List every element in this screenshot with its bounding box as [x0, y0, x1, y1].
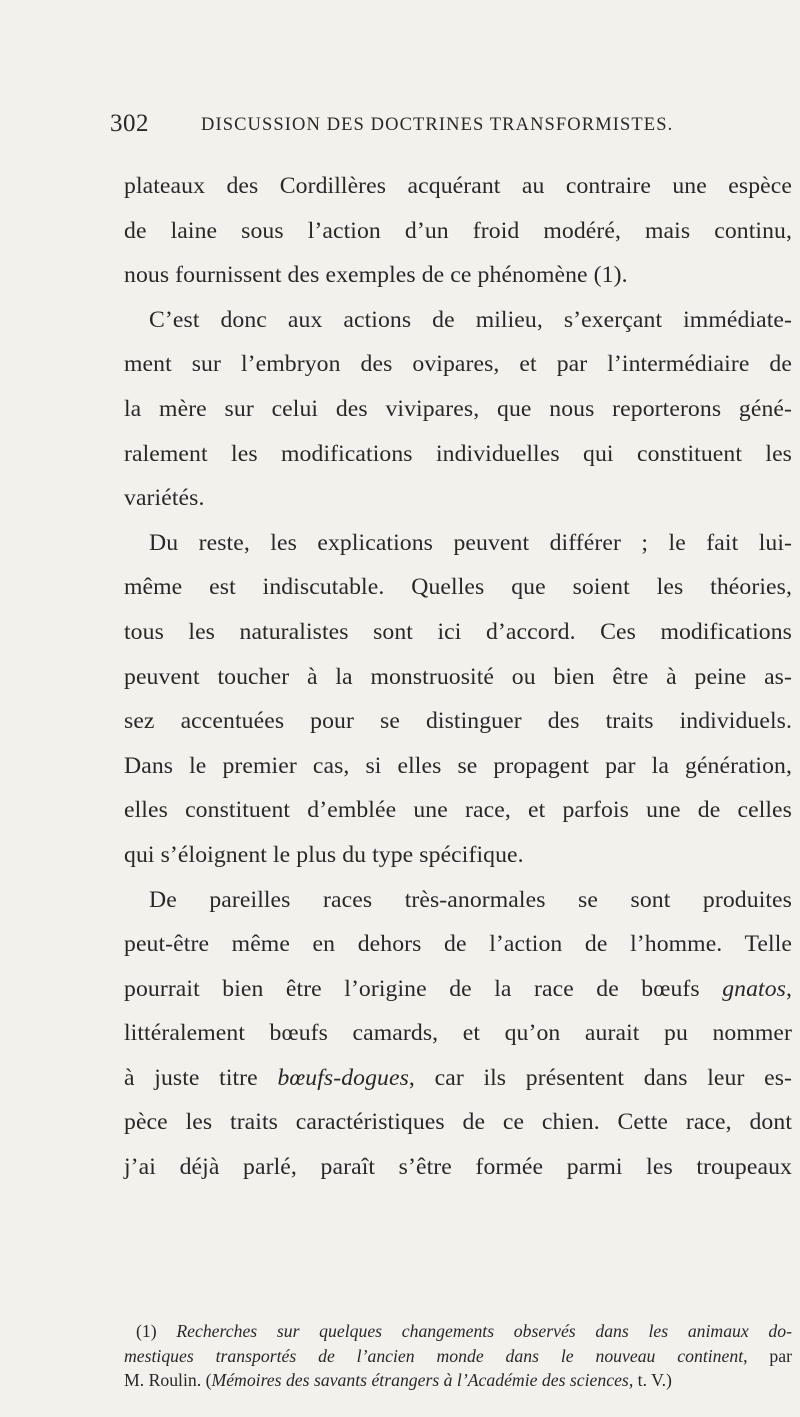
text-run: à juste titre — [124, 1064, 278, 1091]
text-line — [124, 967, 792, 1012]
italic-term: gnatos — [722, 975, 786, 1002]
footnote-line — [124, 1344, 792, 1369]
page-number: 302 — [110, 110, 149, 137]
text-line: Dans le premier cas, si elles se propagent par la génération, — [124, 752, 792, 779]
text-line: ment sur l’embryon des ovipares, et par l’intermédiaire de — [124, 351, 792, 378]
page-header — [110, 110, 790, 150]
footnote-title: mestiques transportés de l’ancien monde dans le nouveau continent — [124, 1345, 744, 1366]
text-run: , — [785, 975, 792, 1002]
text-line: littéralement bœufs camards, et qu’on aurait pu nommer — [124, 1020, 792, 1047]
text-line: Du reste, les explications peuvent différer ; le fait lui- — [149, 529, 792, 556]
footnote-line — [124, 1319, 792, 1344]
text-line: qui s’éloignent le plus du type spécifique. — [124, 841, 524, 868]
text-line: j’ai déjà parlé, paraît s’être formée parmi les troupeaux — [124, 1154, 792, 1181]
footnote-line — [124, 1368, 792, 1393]
text-line: nous fournissent des exemples de ce phénomène (1). — [124, 262, 628, 289]
text-run: M. Roulin. ( — [124, 1370, 212, 1391]
text-line: plateaux des Cordillères acquérant au contraire une espèce — [124, 173, 792, 199]
text-line: même est indiscutable. Quelles que soient les théories, — [124, 574, 792, 601]
text-line: pèce les traits caractéristiques de ce chien. Cette race, dont — [124, 1109, 792, 1136]
text-line — [124, 1056, 792, 1101]
text-line: peuvent toucher à la monstruosité ou bien être à peine as- — [124, 663, 792, 690]
text-line: ralement les modifications individuelles qui constituent les — [124, 440, 792, 467]
text-line: De pareilles races très-anormales se sont produites — [149, 886, 792, 913]
text-line: elles constituent d’emblée une race, et parfois une de celles — [124, 797, 792, 824]
running-head: DISCUSSION DES DOCTRINES TRANSFORMISTES. — [201, 115, 674, 135]
footnote-source: Mémoires des savants étrangers à l’Académie des sciences — [211, 1370, 629, 1391]
text-line: C’est donc aux actions de milieu, s’exerçant immédiate- — [149, 306, 792, 333]
text-run: , par — [743, 1345, 792, 1366]
footnote-title: Recherches sur quelques changements observés dans les animaux do- — [176, 1321, 793, 1341]
text-line: variétés. — [124, 485, 205, 512]
footnote-marker: (1) — [136, 1321, 177, 1341]
text-line: tous les naturalistes sont ici d’accord. Ces modifications — [124, 618, 792, 645]
body-text — [124, 164, 792, 1190]
text-line: de laine sous l’action d’un froid modéré, mais continu, — [124, 217, 792, 244]
text-line: la mère sur celui des vivipares, que nous reporterons géné- — [124, 395, 792, 422]
text-run: , car ils présentent dans leur es- — [408, 1064, 793, 1091]
text-line: sez accentuées pour se distinguer des traits individuels. — [124, 708, 792, 735]
text-line: peut-être même en dehors de l’action de l’homme. Telle — [124, 931, 792, 958]
italic-term: bœufs-dogues — [277, 1064, 409, 1091]
text-run: pourrait bien être l’origine de la race de bœufs — [124, 975, 723, 1002]
text-run: , t. V.) — [628, 1370, 672, 1391]
footnotes — [124, 1319, 792, 1393]
